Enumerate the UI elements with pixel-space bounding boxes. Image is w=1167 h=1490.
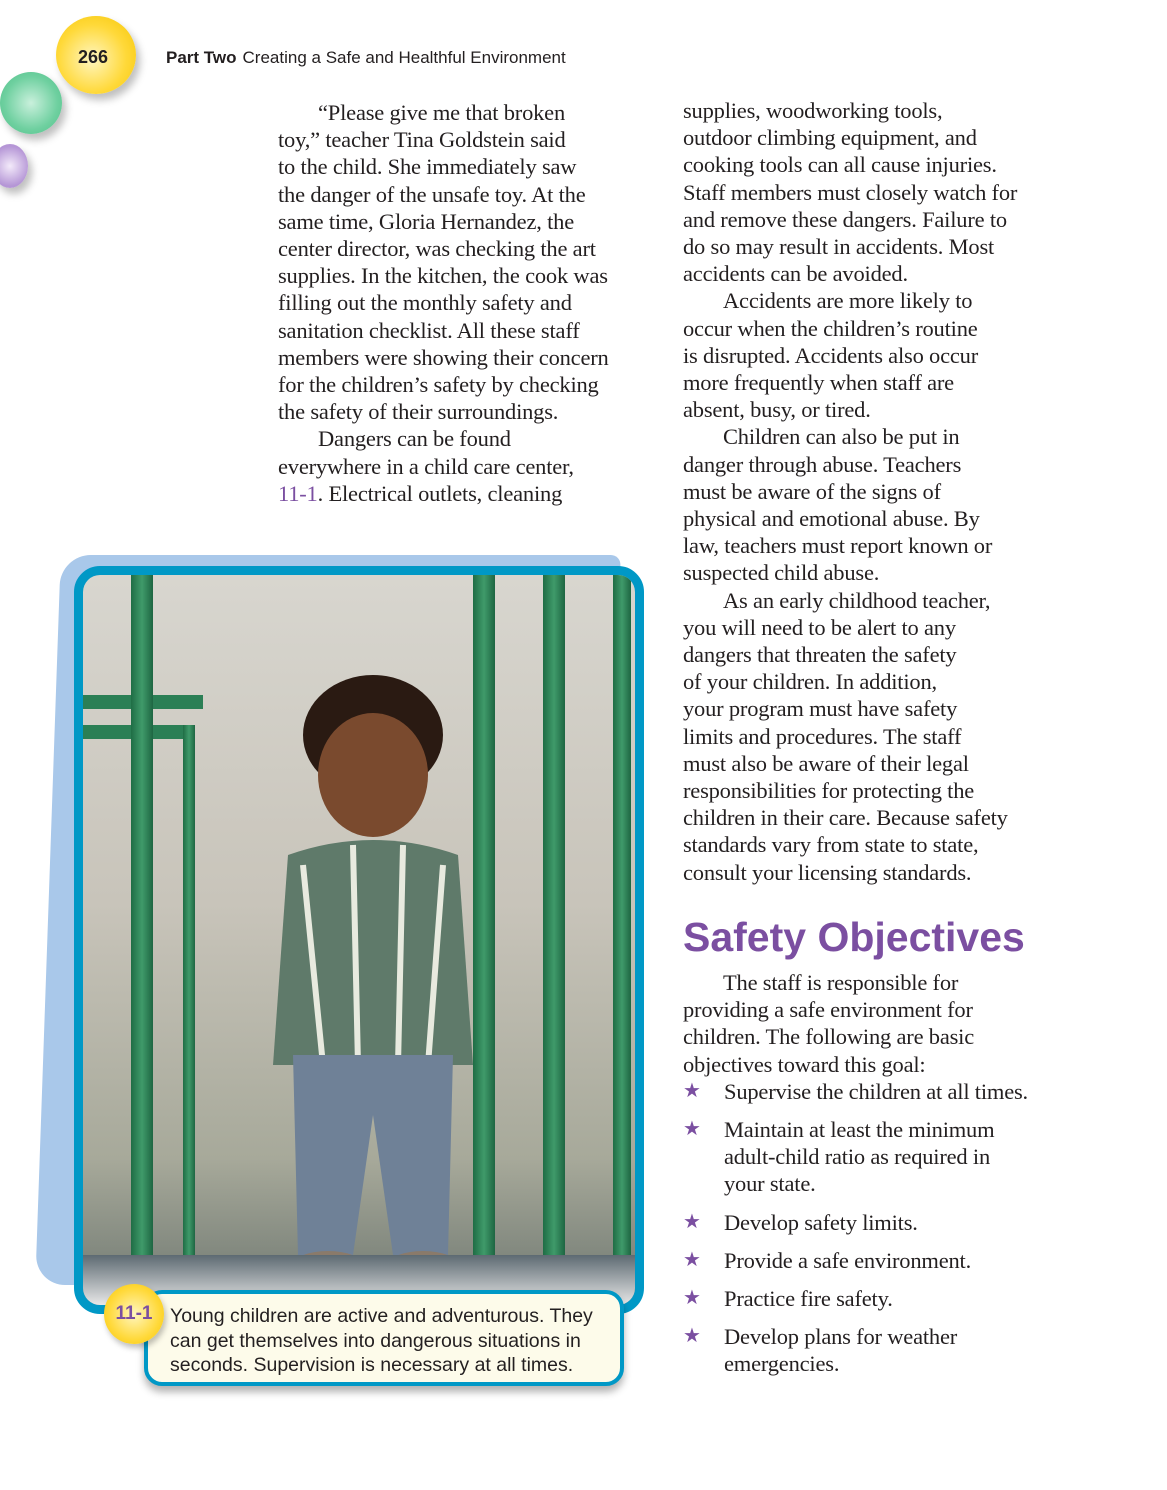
section-intro — [683, 969, 1063, 1078]
paragraph — [278, 425, 648, 479]
list-item — [683, 1285, 1063, 1312]
text-line: Develop plans for weather — [724, 1324, 958, 1350]
star-icon: ★ — [683, 1287, 701, 1310]
text-line: supplies. In the kitchen, the cook was — [278, 263, 608, 289]
text-line: more frequently when staff are — [683, 370, 954, 396]
page-number: 266 — [78, 47, 109, 67]
text-line: of your children. In addition, — [683, 669, 937, 695]
part-label: Part Two — [166, 48, 237, 67]
text-line: you will need to be alert to any — [683, 614, 956, 640]
text-line: to the child. She immediately saw — [278, 154, 577, 180]
list-item — [683, 1209, 1063, 1236]
text-line: The staff is responsible for — [723, 970, 959, 995]
purple-decorative-ball — [0, 144, 28, 188]
figure-reference: 11-1 — [278, 480, 318, 506]
text-line — [278, 480, 648, 507]
text-line: outdoor climbing equipment, and — [683, 125, 977, 151]
star-icon: ★ — [683, 1210, 701, 1233]
text-line: Develop safety limits. — [724, 1209, 918, 1235]
text-line: emergencies. — [724, 1351, 840, 1377]
figure-caption — [144, 1290, 624, 1386]
caption-line: can get themselves into dangerous situations in — [170, 1329, 581, 1352]
text-line: same time, Gloria Hernandez, the — [278, 208, 574, 234]
text-line: providing a safe environment for — [683, 997, 973, 1023]
right-column-text — [683, 97, 1063, 886]
paragraph — [683, 423, 1063, 586]
star-icon: ★ — [683, 1325, 701, 1348]
text-line: law, teachers must report known or — [683, 533, 993, 559]
section-body — [683, 969, 1063, 1378]
text-line: your program must have safety — [683, 696, 958, 722]
text-line: As an early childhood teacher, — [723, 587, 991, 613]
text-line: Staff members must closely watch for — [683, 179, 1018, 205]
text-line: for the children’s safety by checking — [278, 372, 599, 398]
caption-line: seconds. Supervision is necessary at all times. — [170, 1354, 574, 1376]
section-heading: Safety Objectives — [683, 914, 1025, 960]
text-line: must also be aware of their legal — [683, 750, 969, 776]
text-line: physical and emotional abuse. By — [683, 506, 980, 532]
text-line: do so may result in accidents. Most — [683, 234, 995, 260]
text-line: Dangers can be found — [318, 426, 511, 452]
text-line: the danger of the unsafe toy. At the — [278, 181, 586, 207]
text-line: limits and procedures. The staff — [683, 723, 962, 749]
star-icon: ★ — [683, 1248, 701, 1271]
text-line: filling out the monthly safety and — [278, 290, 572, 316]
text-line: children. The following are basic — [683, 1024, 975, 1050]
text-line: Maintain at least the minimum — [724, 1117, 995, 1143]
text-run: . Electrical outlets, cleaning — [317, 480, 563, 506]
objectives-list — [683, 1078, 1063, 1378]
text-line: children in their care. Because safety — [683, 805, 1008, 831]
text-line: responsibilities for protecting the — [683, 778, 975, 804]
green-decorative-ball — [0, 72, 62, 134]
text-line: members were showing their concern — [278, 344, 609, 370]
text-line: accidents can be avoided. — [683, 261, 908, 287]
text-line: cooking tools can all cause injuries. — [683, 152, 997, 178]
text-line: everywhere in a child care center, — [278, 453, 574, 479]
text-line: sanitation checklist. All these staff — [278, 317, 580, 343]
text-line: Provide a safe environment. — [724, 1247, 972, 1273]
text-line: danger through abuse. Teachers — [683, 451, 962, 477]
text-line: absent, busy, or tired. — [683, 397, 871, 423]
left-column-text — [278, 99, 648, 507]
text-line: consult your licensing standards. — [683, 859, 972, 885]
text-line: must be aware of the signs of — [683, 478, 941, 504]
list-item — [683, 1247, 1063, 1274]
text-line: toy,” teacher Tina Goldstein said — [278, 127, 566, 153]
text-line: objectives toward this goal: — [683, 1051, 926, 1077]
list-item — [683, 1116, 1063, 1198]
text-line: and remove these dangers. Failure to — [683, 206, 1007, 232]
text-line: adult-child ratio as required in — [724, 1144, 991, 1170]
text-line: Supervise the children at all times. — [724, 1078, 1028, 1104]
text-line: occur when the children’s routine — [683, 315, 978, 341]
figure-frame — [74, 566, 644, 1314]
chapter-title: Creating a Safe and Healthful Environment — [242, 48, 566, 67]
text-line: the safety of their surroundings. — [278, 399, 559, 425]
paragraph — [683, 587, 1063, 886]
text-line: standards vary from state to state, — [683, 832, 979, 858]
paragraph — [278, 99, 648, 425]
star-icon: ★ — [683, 1079, 701, 1102]
text-line: supplies, woodworking tools, — [683, 98, 943, 123]
list-item — [683, 1323, 1063, 1377]
list-item — [683, 1078, 1063, 1105]
figure-number-badge: 11-1 — [104, 1284, 164, 1344]
photo-child-on-playground — [83, 575, 635, 1305]
running-header — [166, 48, 566, 68]
star-icon: ★ — [683, 1118, 701, 1141]
text-line: your state. — [724, 1171, 816, 1197]
text-line: dangers that threaten the safety — [683, 642, 957, 668]
text-line: center director, was checking the art — [278, 236, 596, 262]
text-line: Children can also be put in — [723, 424, 960, 450]
text-line: Accidents are more likely to — [723, 288, 973, 314]
text-line: Practice fire safety. — [724, 1286, 893, 1312]
paragraph — [683, 287, 1063, 423]
paragraph — [683, 97, 1063, 287]
text-line: suspected child abuse. — [683, 560, 880, 586]
text-line: is disrupted. Accidents also occur — [683, 342, 979, 368]
caption-text — [170, 1304, 593, 1378]
caption-line: Young children are active and adventurous. They — [170, 1305, 593, 1327]
text-line: “Please give me that broken — [318, 100, 566, 125]
child-figure — [233, 665, 513, 1285]
